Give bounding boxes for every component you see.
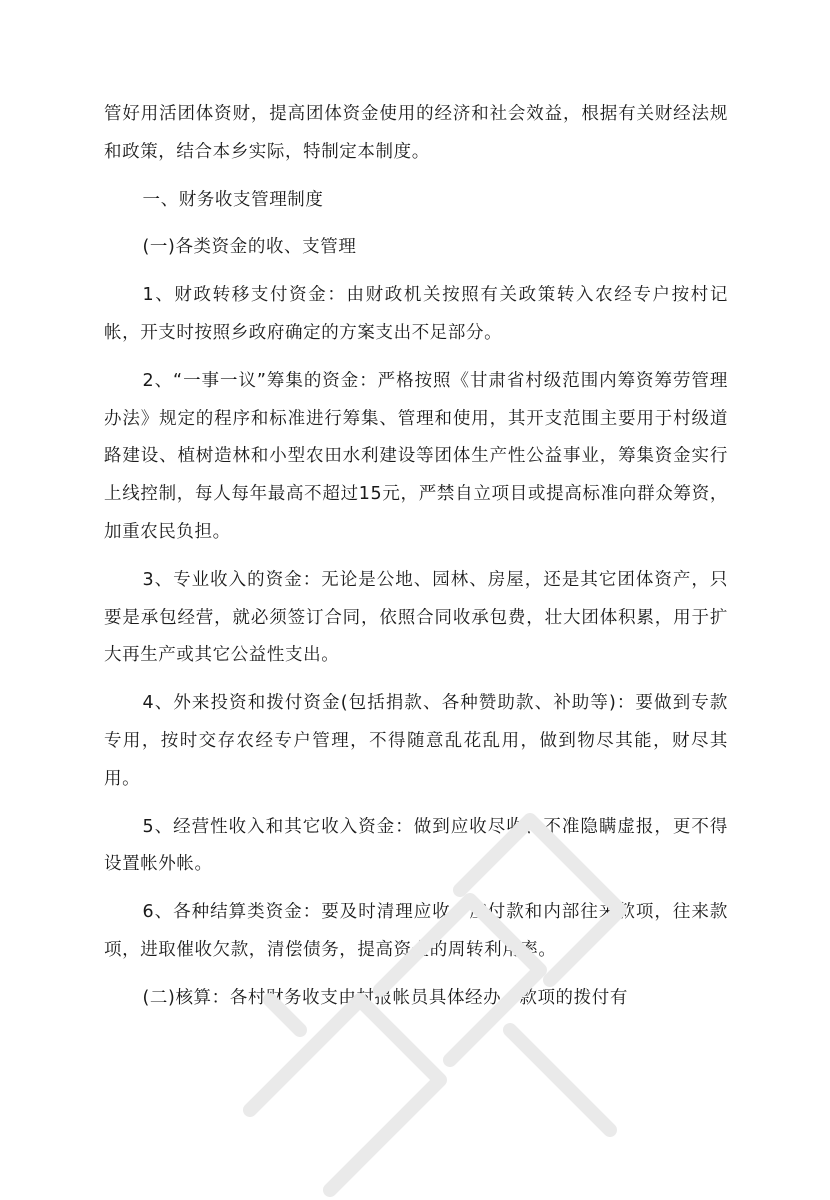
paragraph-item-5: 5、经营性收入和其它收入资金：做到应收尽收、不准隐瞒虚报，更不得设置帐外帐。	[104, 816, 728, 875]
section-heading: 一、财务收支管理制度	[142, 189, 324, 210]
paragraph-item-6: 6、各种结算类资金：要及时清理应收、应付款和内部往来款项，往来款项，进取催收欠款，清偿债务，提高资金的周转利用率。	[104, 902, 728, 960]
paragraph-accounting: (二)核算：各村财务收支由村报帐员具体经办，款项的拨付有	[142, 987, 628, 1008]
paragraph-item-4: 4、外来投资和拨付资金(包括捐款、各种赞助款、补助等)：要做到专款专用，按时交存农经专户管理，不得随意乱花乱用，做到物尽其能，财尽其用。	[104, 693, 728, 789]
subsection-heading: (一)各类资金的收、支管理	[142, 237, 357, 258]
paragraph-item-3: 3、专业收入的资金：无论是公地、园林、房屋，还是其它团体资产，只要是承包经营，就必须签订合同，依照合同收承包费，壮大团体积累，用于扩大再生产或其它公益性支出。	[104, 569, 728, 666]
paragraph-item-2: 2、“一事一议”筹集的资金：严格按照《甘肃省村级范围内筹资筹劳管理办法》规定的程序和标准进行筹集、管理和使用，其开支范围主要用于村级道路建设、植树造林和小型农田水利建设等团体生产性公益事业，筹集资金实行上线控制，每人每年最高不超过15元，严禁自立项目或提高标准向群众筹资，加重农民负担。	[104, 370, 728, 542]
paragraph-item-1: 1、财政转移支付资金：由财政机关按照有关政策转入农经专户按村记帐，开支时按照乡政府确定的方案支出不足部分。	[104, 285, 728, 343]
paragraph-intro: 管好用活团体资财，提高团体资金使用的经济和社会效益，根据有关财经法规和政策，结合本乡实际，特制定本制度。	[104, 104, 728, 162]
document-body	[104, 96, 728, 1028]
